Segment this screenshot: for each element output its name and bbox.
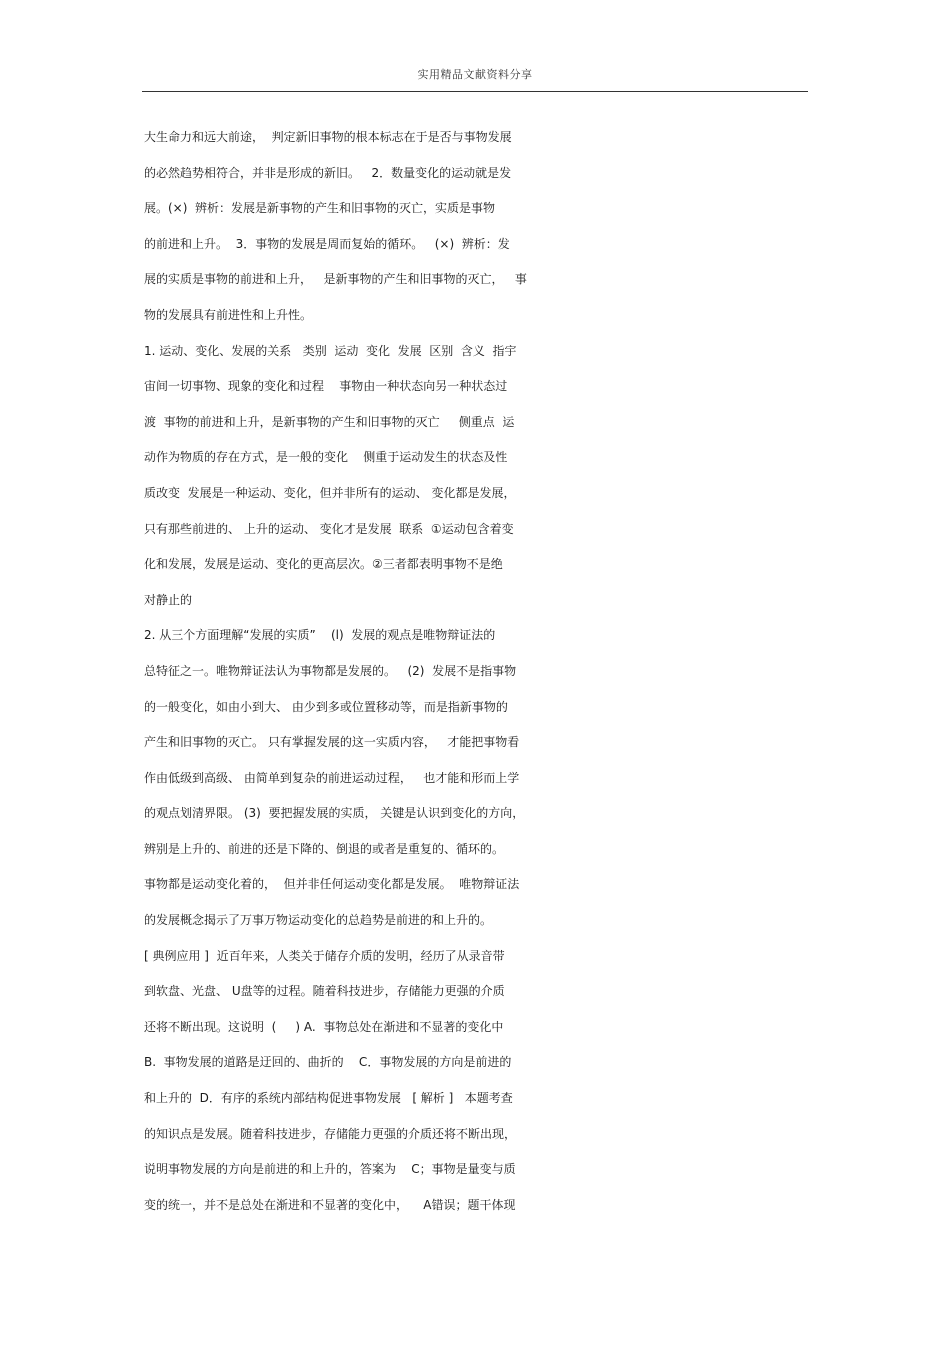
text-line: 只有那些前进的、 上升的运动、 变化才是发展 联系 ①运动包含着变	[144, 521, 514, 536]
text-line: 的前进和上升。 3．事物的发展是周而复始的循环。 (×) 辨析：发	[144, 236, 510, 251]
text-line: 展的实质是事物的前进和上升， 是新事物的产生和旧事物的灭亡， 事	[144, 272, 527, 287]
text-line: 的必然趋势相符合，并非是形成的新旧。 2．数量变化的运动就是发	[144, 165, 512, 180]
text-line: 2. 从三个方面理解“发展的实质” (l) 发展的观点是唯物辩证法的	[144, 628, 496, 643]
text-line: 大生命力和远大前途， 判定新旧事物的根本标志在于是否与事物发展	[144, 130, 512, 144]
text-line: 说明事物发展的方向是前进的和上升的，答案为 C；事物是量变与质	[144, 1162, 516, 1177]
text-line: 化和发展，发展是运动、变化的更高层次。②三者都表明事物不是绝	[144, 557, 503, 572]
text-line: 还将不断出现。这说明 ( ) A. 事物总处在渐进和不显著的变化中	[144, 1019, 504, 1034]
text-line: 到软盘、光盘、 U盘等的过程。随着科技进步，存储能力更强的介质	[144, 984, 505, 999]
text-line: 作由低级到高级、 由简单到复杂的前进运动过程， 也才能和形而上学	[144, 770, 520, 785]
text-line: 的一般变化，如由小到大、 由少到多或位置移动等，而是指新事物的	[144, 699, 508, 714]
text-line: 总特征之一。唯物辩证法认为事物都是发展的。 (2) 发展不是指事物	[144, 663, 517, 678]
text-line: 的发展概念揭示了万事万物运动变化的总趋势是前进的和上升的。	[144, 913, 493, 928]
text-line: 渡 事物的前进和上升，是新事物的产生和旧事物的灭亡 侧重点 运	[144, 414, 515, 429]
text-line: 展。(×) 辨析：发展是新事物的产生和旧事物的灭亡，实质是事物	[144, 201, 496, 216]
text-line: 动作为物质的存在方式，是一般的变化 侧重于运动发生的状态及性	[144, 450, 508, 465]
text-line: 物的发展具有前进性和上升性。	[144, 307, 313, 322]
text-line: 1. 运动、变化、发展的关系 类别 运动 变化 发展 区别 含义 指宇	[144, 343, 517, 358]
text-line: [ 典例应用 ] 近百年来，人类关于储存介质的发明，经历了从录音带	[144, 948, 505, 963]
text-line: 宙间一切事物、现象的变化和过程 事物由一种状态向另一种状态过	[144, 379, 508, 394]
text-line: 变的统一，并不是总处在渐进和不显著的变化中， A错误；题干体现	[144, 1197, 516, 1212]
text-line: 对静止的	[144, 592, 193, 607]
text-line: 辨别是上升的、前进的还是下降的、倒退的或者是重复的、循环的。	[144, 841, 505, 856]
document-body	[144, 120, 814, 1223]
text-line: 事物都是运动变化着的， 但并非任何运动变化都是发展。 唯物辩证法	[144, 877, 520, 892]
text-line: 和上升的 D．有序的系统内部结构促进事物发展 [ 解析 ] 本题考查	[144, 1091, 513, 1106]
text-line: 的观点划清界限。 (3) 要把握发展的实质， 关键是认识到变化的方向，	[144, 806, 525, 821]
text-line: 的知识点是发展。随着科技进步，存储能力更强的介质还将不断出现，	[144, 1126, 517, 1141]
header-divider	[142, 91, 808, 92]
page-header: 实用精品文献资料分享	[417, 68, 533, 81]
text-line: B. 事物发展的道路是迂回的、曲折的 C．事物发展的方向是前进的	[144, 1055, 512, 1070]
text-line: 产生和旧事物的灭亡。 只有掌握发展的这一实质内容， 才能把事物看	[144, 735, 520, 750]
text-line: 质改变 发展是一种运动、变化，但并非所有的运动、 变化都是发展，	[144, 485, 516, 500]
